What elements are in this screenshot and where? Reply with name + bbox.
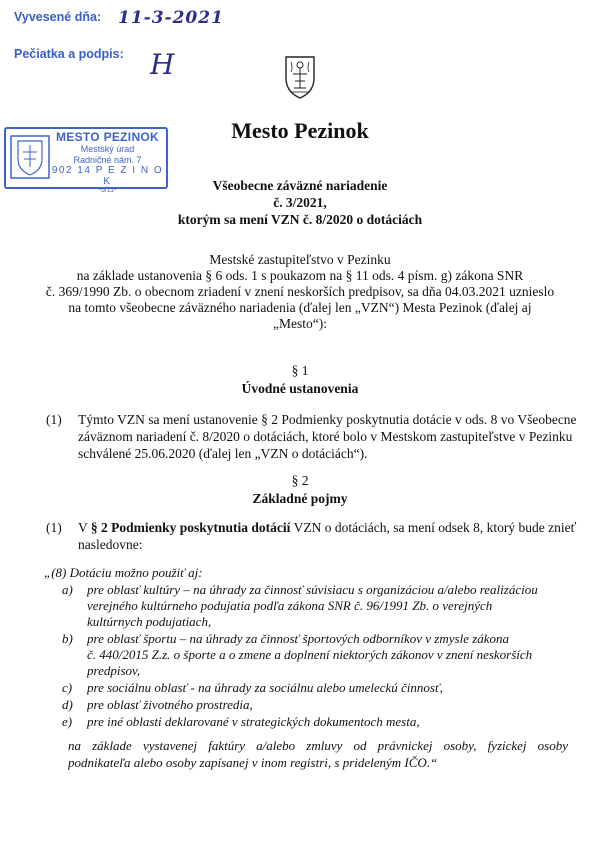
paragraph-prefix: V [78,520,88,535]
section-1-symbol: § 1 [291,363,309,378]
section-2-title: Základné pojmy [252,491,348,506]
paragraph-line: nasledovne: [78,537,143,552]
paragraph-number: (1) [46,520,62,535]
document-subtitle-3: ktorým sa mení VZN č. 8/2020 o dotáciách [177,212,423,227]
amendment-list [0,582,600,752]
stamp-office: Mestský úrad [80,144,135,154]
stamp-address: Radničné nám. 7 [73,154,142,165]
paragraph-line: schválené 25.06.2020 (ďalej len „VZN o dotáciách“). [78,446,368,461]
list-item-line: verejného kultúrneho podujatia podľa zákona SNR č. 96/1991 Zb. o verejných [87,598,493,613]
handwritten-signature: H [150,48,176,81]
list-item-line: pre oblasť kultúry – na úhrady za činnosť súvisiacu s organizáciou a/alebo realizáciou [87,582,538,597]
list-item-line: pre oblasť športu – na úhrady za činnosť športových odborníkov v zmysle zákona [87,631,510,646]
stamp-title: MESTO PEZINOK [55,130,160,144]
list-item-line: pre sociálnu oblasť - na úhrady za sociálnu alebo umeleckú činnosť, [87,680,443,695]
closing-line-2: podnikateľa alebo osoby zapísanej v inom registri, s prideleným IČO.“ [68,755,438,770]
closing-line-1: na základe vystavenej faktúry a/alebo zmluvy od právnickej osoby, fyzickej osoby [68,738,568,753]
posted-date-label: Vyvesené dňa: [14,10,102,24]
coat-of-arms-icon [283,54,317,100]
list-item-line: pre iné oblasti deklarované v strategických dokumentoch mesta, [87,714,420,729]
document-subtitle-1: Všeobecne záväzné nariadenie [212,178,388,193]
list-item-letter: b) [62,631,73,646]
list-item-line: pre oblasť životného prostredia, [87,697,253,712]
list-item-line: predpisov, [87,663,141,678]
section-1-title: Úvodné ustanovenia [241,381,359,396]
section-2-paragraph [0,520,600,556]
intro-line-5: „Mesto“): [273,316,327,331]
list-item-letter: d) [62,697,73,712]
section-2-symbol: § 2 [291,473,309,488]
intro-line-2: na základe ustanovenia § 6 ods. 1 s poukazom na § 11 ods. 4 písm. g) zákona SNR [76,268,524,283]
quote-heading: „(8) Dotáciu možno použiť aj: [44,565,203,580]
paragraph-bold-reference: § 2 Podmienky poskytnutia dotácií [90,520,291,535]
posted-date-handwritten: 11-3-2021 [118,8,224,28]
paragraph-line: záväznom nariadení č. 8/2020 o dotáciách, ktoré bolo v Mestskom zastupiteľstve v Pezinku [78,429,573,444]
section-1-paragraph [0,412,600,468]
intro-line-3: č. 369/1990 Zb. o obecnom zriadení v znení neskorších predpisov, sa dňa 04.03.2021 uznieslo [45,284,555,299]
intro-line-4: na tomto všeobecne záväzného nariadenia (ďalej len „VZN“) Mesta Pezinok (ďalej aj [68,300,532,315]
paragraph-line: Týmto VZN sa mení ustanovenie § 2 Podmienky poskytnutia dotácie v ods. 8 vo Všeobecne [78,412,577,427]
list-item-line: kultúrnych podujatiach, [87,614,212,629]
paragraph-number: (1) [46,412,62,427]
stamp-city: 902 14 P E Z I N O K [51,165,164,187]
stamp-number: -5/11- [98,187,117,194]
stamp-signature-label: Pečiatka a podpis: [14,47,124,61]
list-item-letter: e) [62,714,73,729]
intro-line-1: Mestské zastupiteľstvo v Pezinku [209,252,391,267]
document-subtitle-2: č. 3/2021, [273,195,327,210]
list-item-line: č. 440/2015 Z.z. o športe a o zmene a doplnení niektorých zákonov v znení neskorších [87,647,533,662]
document-title: Mesto Pezinok [231,118,369,143]
list-item-letter: a) [62,582,73,597]
list-item-letter: c) [62,680,73,695]
paragraph-suffix: VZN o dotáciách, sa mení odsek 8, ktorý bude znieť [293,520,577,535]
